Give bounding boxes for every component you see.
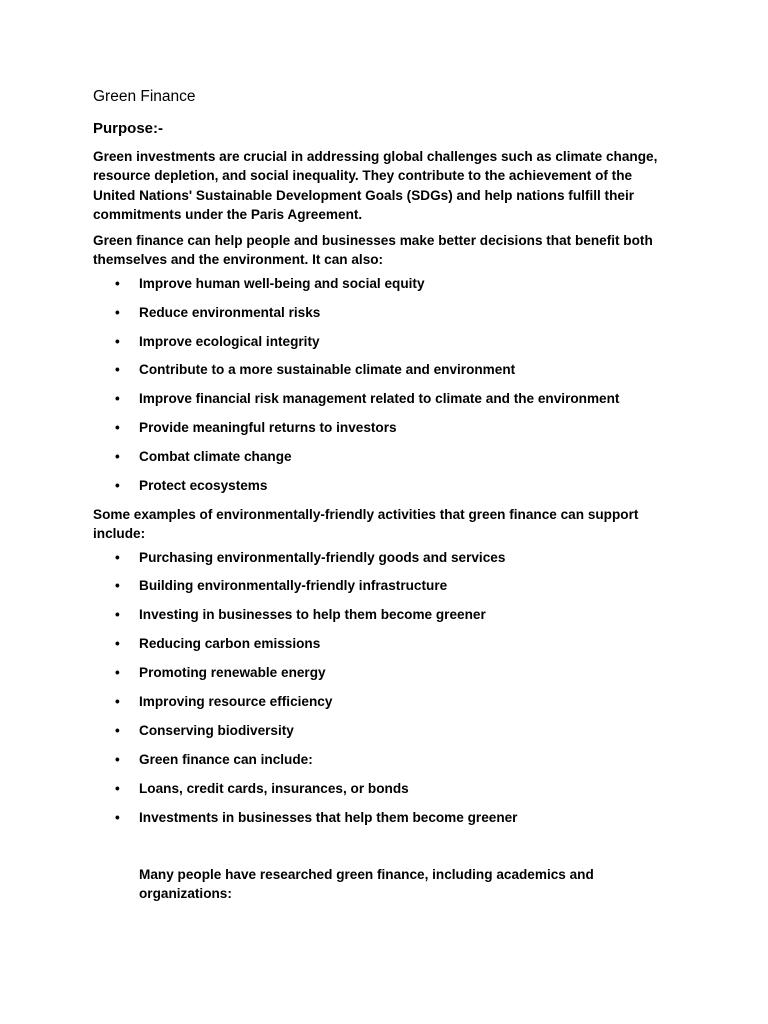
bullet-icon: • <box>115 751 120 767</box>
paragraph-research: Many people have researched green finance, including academics and organizations: <box>139 866 594 901</box>
examples-list <box>93 548 673 827</box>
bullet-icon: • <box>115 333 120 349</box>
list-item <box>93 418 673 437</box>
list-item-text: Combat climate change <box>139 449 292 465</box>
list-item <box>93 476 673 495</box>
list-item-text: Reducing carbon emissions <box>139 636 321 652</box>
bullet-icon: • <box>115 420 120 436</box>
list-item-text: Building environmentally-friendly infrastructure <box>139 578 448 594</box>
bullet-icon: • <box>115 809 120 825</box>
list-item-text: Purchasing environmentally-friendly goods and services <box>139 549 506 565</box>
list-item <box>93 605 673 624</box>
bullet-icon: • <box>115 607 120 623</box>
list-item-text: Investing in businesses to help them become greener <box>139 607 486 623</box>
list-item-text: Contribute to a more sustainable climate and environment <box>139 362 516 378</box>
list-item <box>93 360 673 379</box>
benefits-list <box>93 274 673 495</box>
list-item <box>93 750 673 769</box>
list-item <box>93 634 673 653</box>
purpose-heading: Purpose:- <box>93 120 164 137</box>
list-item <box>93 779 673 798</box>
list-item <box>93 692 673 711</box>
list-item <box>93 274 673 293</box>
list-item <box>93 663 673 682</box>
list-item-text: Provide meaningful returns to investors <box>139 420 397 436</box>
list-item <box>93 447 673 466</box>
bullet-icon: • <box>115 478 120 494</box>
bullet-icon: • <box>115 693 120 709</box>
list-item-text: Protect ecosystems <box>139 478 268 494</box>
bullet-icon: • <box>115 391 120 407</box>
document-page <box>93 86 673 903</box>
paragraph-green-investments: Green investments are crucial in addressing global challenges such as climate change, resource depletion, and social inequality. They contribute to the achievement of the United Nations' Sustainable Development Goals (SDGs) and help nations fulfill their commitments under the Paris Agreement. <box>93 149 658 222</box>
bullet-icon: • <box>115 780 120 796</box>
paragraph-green-finance-benefits: Green finance can help people and businesses make better decisions that benefit both themselves and the environment. It can also: <box>93 233 653 268</box>
list-item-text: Improve ecological integrity <box>139 333 320 349</box>
list-item-text: Promoting renewable energy <box>139 665 326 681</box>
list-item-text: Conserving biodiversity <box>139 722 294 738</box>
bullet-icon: • <box>115 362 120 378</box>
list-item-text: Reduce environmental risks <box>139 304 321 320</box>
bullet-icon: • <box>115 578 120 594</box>
list-item-text: Improve human well-being and social equity <box>139 275 425 291</box>
list-item-text: Green finance can include: <box>139 751 313 767</box>
list-item <box>93 389 673 408</box>
list-item-text: Improve financial risk management related to climate and the environment <box>139 391 620 407</box>
bullet-icon: • <box>115 722 120 738</box>
list-item <box>93 721 673 740</box>
bullet-icon: • <box>115 304 120 320</box>
list-item-text: Loans, credit cards, insurances, or bonds <box>139 780 409 796</box>
list-item <box>93 576 673 595</box>
list-item <box>93 808 673 827</box>
bullet-icon: • <box>115 549 120 565</box>
list-item-text: Investments in businesses that help them become greener <box>139 809 518 825</box>
list-item <box>93 548 673 567</box>
bullet-icon: • <box>115 665 120 681</box>
bullet-icon: • <box>115 449 120 465</box>
bullet-icon: • <box>115 636 120 652</box>
paragraph-examples-intro: Some examples of environmentally-friendly activities that green finance can support include: <box>93 506 639 542</box>
list-item-text: Improving resource efficiency <box>139 693 333 709</box>
list-item <box>93 332 673 351</box>
bullet-icon: • <box>115 275 120 291</box>
document-title: Green Finance <box>93 88 196 105</box>
list-item <box>93 303 673 322</box>
